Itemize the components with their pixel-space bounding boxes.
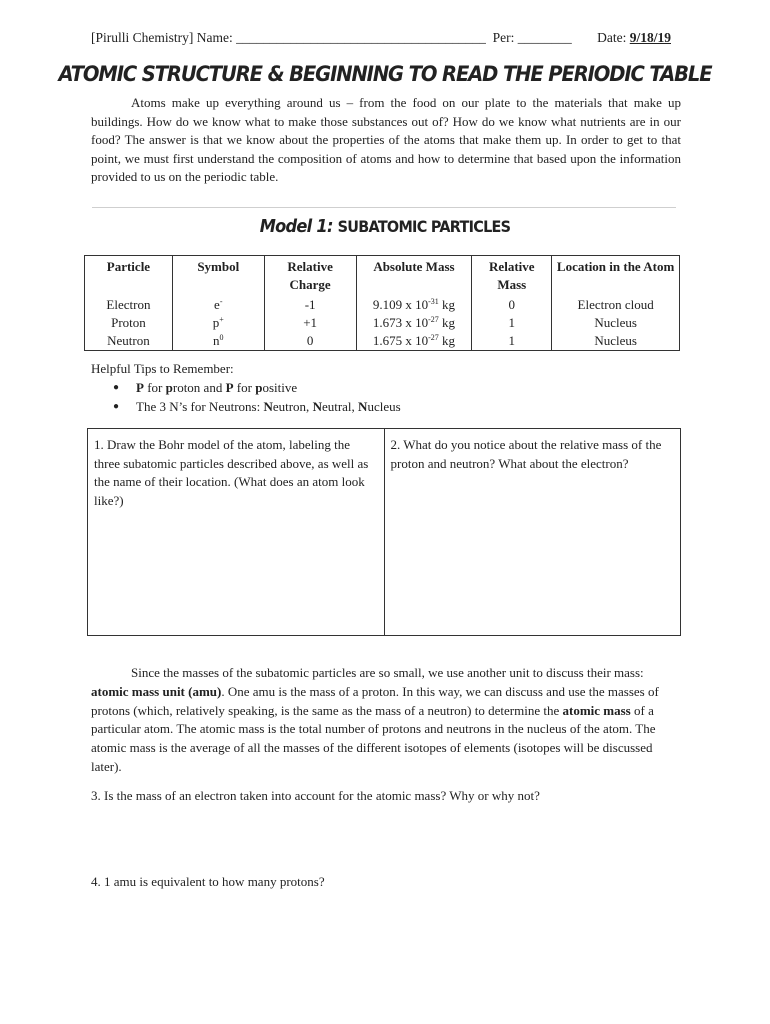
header-location: Location in the Atom: [552, 256, 680, 297]
intro-paragraph: Atoms make up everything around us – from the food on our plate to the materials that make up buildings. How do we know what to make those substances out of? How do we know what nutrients are in our food? The answer is that we know about the properties of the atoms that make them up. In order to get to that point, we must first understand the composition of atoms and how to determine that based upon the information provided to us on the periodic table.: [91, 95, 681, 185]
model-title-number: Model 1:: [259, 216, 333, 237]
model-title: [39, 216, 732, 237]
name-field-label: [Pirulli Chemistry] Name: _____________________________________: [91, 30, 486, 45]
tips-list: [91, 378, 401, 416]
model-title-text: SUBATOMIC PARTICLES: [337, 217, 511, 236]
cell-relative-mass: 0: [472, 296, 552, 314]
page-title: ATOMIC STRUCTURE & BEGINNING TO READ THE PERIODIC TABLE: [58, 62, 712, 86]
cell-charge: -1: [264, 296, 356, 314]
cell-absolute-mass: 1.673 x $10^{-27}$ kg: [356, 314, 472, 332]
cell-relative-mass: 1: [472, 332, 552, 351]
list-item: ● P for proton and P for positive: [91, 378, 401, 397]
header-symbol: Symbol: [172, 256, 264, 297]
table-row: [85, 296, 680, 314]
question-2-answer-area[interactable]: 2. What do you notice about the relative mass of the proton and neutron? What about the electron?: [390, 437, 662, 471]
date-value: 9/18/19: [629, 30, 671, 45]
header-particle: Particle: [85, 256, 173, 297]
cell-charge: 0: [264, 332, 356, 351]
table-row: [85, 314, 680, 332]
header-absolute-mass: Absolute Mass: [356, 256, 472, 297]
amu-paragraph: Since the masses of the subatomic particles are so small, we use another unit to discuss their mass: atomic mass unit (amu). One amu is the mass of a proton. In this way, we can discuss and use the masses of protons (which, relatively speaking, is the same as the mass of a neutron) to determine the atomic mass of a particular atom. The atomic mass is the total number of protons and neutrons in the nucleus of the atom. The atomic mass is the average of all the masses of the different isotopes of elements (isotopes will be discussed later).: [91, 665, 659, 774]
cell-charge: +1: [264, 314, 356, 332]
question-4: 4. 1 amu is equivalent to how many protons?: [91, 874, 325, 889]
question-box: [87, 428, 681, 636]
cell-particle: Electron: [85, 296, 173, 314]
subatomic-particles-table: [84, 255, 680, 351]
cell-absolute-mass: 1.675 x $10^{-27}$ kg: [356, 332, 472, 351]
cell-location: Electron cloud: [552, 296, 680, 314]
cell-symbol: e-: [172, 296, 264, 314]
header-line: [91, 30, 681, 48]
question-3: 3. Is the mass of an electron taken into account for the atomic mass? Why or why not?: [91, 788, 540, 803]
header-relative-charge: Relative Charge: [264, 256, 356, 297]
tips-title: Helpful Tips to Remember:: [91, 361, 234, 376]
list-item: ● The 3 N’s for Neutrons: Neutron, Neutral, Nucleus: [91, 397, 401, 416]
cell-absolute-mass: 9.109 x $10^{-31}$ kg: [356, 296, 472, 314]
table-header-row: [85, 256, 680, 297]
date-field: Date: 9/18/19: [597, 30, 671, 45]
divider: [92, 207, 676, 208]
cell-relative-mass: 1: [472, 314, 552, 332]
cell-particle: Proton: [85, 314, 173, 332]
cell-symbol: p+: [172, 314, 264, 332]
table-row: [85, 332, 680, 351]
question-1-answer-area[interactable]: 1. Draw the Bohr model of the atom, labeling the three subatomic particles described above, as well as the name of their location. (What does an atom look like?): [88, 429, 385, 635]
cell-symbol: $n^0$: [172, 332, 264, 351]
header-relative-mass: Relative Mass: [472, 256, 552, 297]
period-field-label: Per: ________: [492, 30, 572, 45]
cell-location: Nucleus: [552, 332, 680, 351]
cell-particle: Neutron: [85, 332, 173, 351]
cell-location: Nucleus: [552, 314, 680, 332]
